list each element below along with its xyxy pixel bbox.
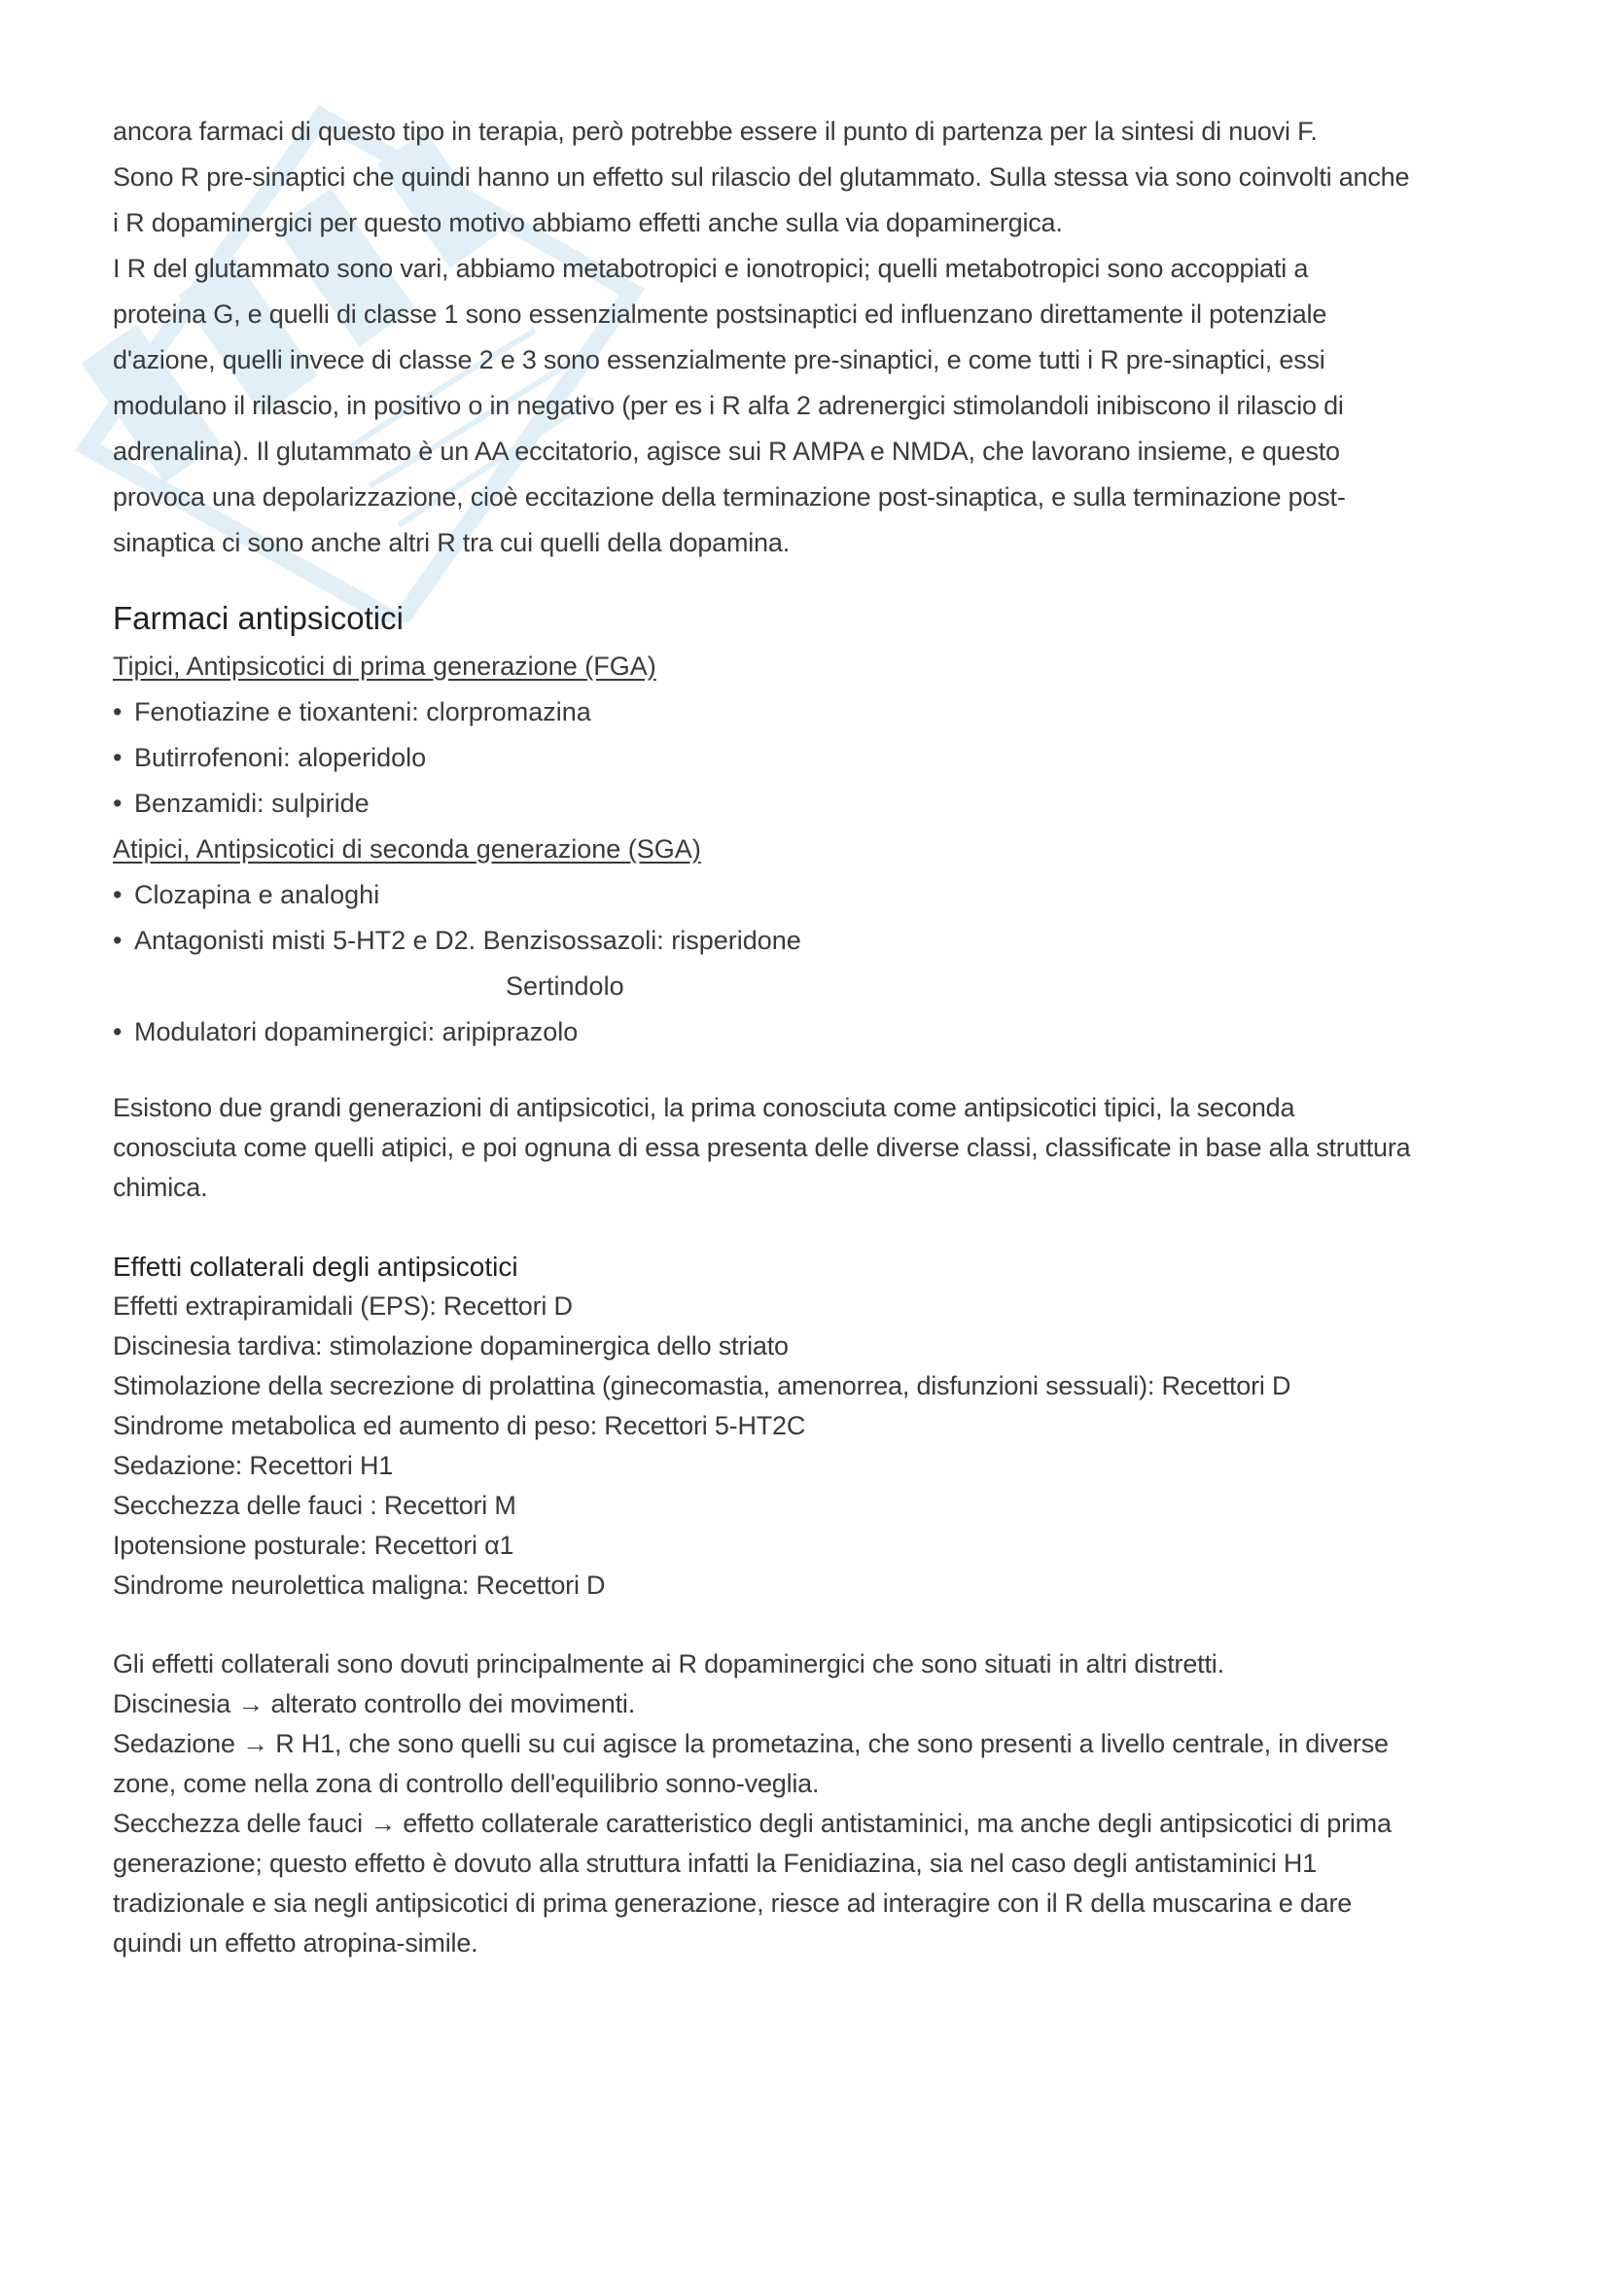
list-item xyxy=(113,872,1533,918)
side-effect-line: Sindrome neurolettica maligna: Recettori D xyxy=(113,1571,606,1600)
summary-paragraph xyxy=(113,1088,1533,1208)
side-effects-list xyxy=(113,1287,1533,1606)
list-item-text: Antagonisti misti 5-HT2 e D2. Benzisossazoli: risperidone xyxy=(134,926,801,955)
side-effect-line: Ipotensione posturale: Recettori α1 xyxy=(113,1531,514,1560)
atypical-heading: Atipici, Antipsicotici di seconda generazione (SGA) xyxy=(113,834,701,864)
explanation-line: generazione; questo effetto è dovuto alla struttura infatti la Fenidiazina, sia nel caso degli antistaminici H1 xyxy=(113,1849,1318,1878)
explanation-line: Secchezza delle fauci → effetto collaterale caratteristico degli antistaminici, ma anche degli antipsicotici di prima xyxy=(113,1809,1392,1838)
summary-line: Esistono due grandi generazioni di antipsicotici, la prima conosciuta come antipsicotici tipici, la seconda xyxy=(113,1093,1295,1122)
explanation-paragraph xyxy=(113,1644,1533,1963)
intro-paragraph xyxy=(113,109,1533,566)
list-item xyxy=(113,735,1533,781)
list-item xyxy=(113,1009,1533,1055)
typical-heading: Tipici, Antipsicotici di prima generazione (FGA) xyxy=(113,652,656,681)
list-item-text: Clozapina e analoghi xyxy=(134,880,380,909)
side-effect-line: Sindrome metabolica ed aumento di peso: Recettori 5-HT2C xyxy=(113,1411,806,1440)
intro-line: adrenalina). Il glutammato è un AA eccitatorio, agisce sui R AMPA e NMDA, che lavorano insieme, e questo xyxy=(113,437,1340,466)
intro-line: sinaptica ci sono anche altri R tra cui quelli della dopamina. xyxy=(113,528,790,557)
bullet-icon: • xyxy=(113,880,123,909)
bullet-icon: • xyxy=(113,926,123,955)
side-effect-line: Stimolazione della secrezione di prolattina (ginecomastia, amenorrea, disfunzioni sessuali): Recettori D xyxy=(113,1371,1291,1400)
intro-line: proteina G, e quelli di classe 1 sono essenzialmente postsinaptici ed influenzano direttamente il potenziale xyxy=(113,300,1327,329)
explanation-line: zone, come nella zona di controllo dell'equilibrio sonno-veglia. xyxy=(113,1769,820,1798)
side-effect-line: Sedazione: Recettori H1 xyxy=(113,1451,394,1480)
list-item xyxy=(113,689,1533,735)
intro-line: modulano il rilascio, in positivo o in negativo (per es i R alfa 2 adrenergici stimolandoli inibiscono il rilascio di xyxy=(113,391,1344,420)
bullet-icon: • xyxy=(113,789,123,818)
spacer xyxy=(113,1055,1533,1088)
list-item-text: Modulatori dopaminergici: aripiprazolo xyxy=(134,1017,579,1046)
explanation-line: quindi un effetto atropina-simile. xyxy=(113,1928,478,1958)
intro-line: d'azione, quelli invece di classe 2 e 3 sono essenzialmente pre-sinaptici, e come tutti i R pre-sinaptici, essi xyxy=(113,345,1325,374)
intro-line: I R del glutammato sono vari, abbiamo metabotropici e ionotropici; quelli metabotropici sono accoppiati a xyxy=(113,254,1309,283)
intro-line: ancora farmaci di questo tipo in terapia, però potrebbe essere il punto di partenza per la sintesi di nuovi F. xyxy=(113,117,1318,146)
explanation-line: Discinesia → alterato controllo dei movimenti. xyxy=(113,1689,636,1718)
spacer xyxy=(113,1208,1533,1247)
intro-line: Sono R pre-sinaptici che quindi hanno un effetto sul rilascio del glutammato. Sulla stessa via sono coinvolti anche xyxy=(113,162,1410,192)
list-item-text: Fenotiazine e tioxanteni: clorpromazina xyxy=(134,697,591,726)
spacer xyxy=(113,1606,1533,1644)
summary-line: conosciuta come quelli atipici, e poi ognuna di essa presenta delle diverse classi, classificate in base alla struttura xyxy=(113,1133,1411,1162)
list-item-text: Butirrofenoni: aloperidolo xyxy=(134,743,427,772)
explanation-line: Gli effetti collaterali sono dovuti principalmente ai R dopaminergici che sono situati in altri distretti. xyxy=(113,1649,1224,1678)
list-item-text: Benzamidi: sulpiride xyxy=(134,789,370,818)
bullet-icon: • xyxy=(113,743,123,772)
bullet-icon: • xyxy=(113,1017,123,1046)
section-title-side-effects: Effetti collaterali degli antipsicotici xyxy=(113,1252,518,1282)
summary-line: chimica. xyxy=(113,1173,208,1202)
explanation-line: tradizionale e sia negli antipsicotici di prima generazione, riesce ad interagire con il R della muscarina e dare xyxy=(113,1889,1353,1918)
document-content xyxy=(113,109,1533,1963)
side-effect-line: Effetti extrapiramidali (EPS): Recettori D xyxy=(113,1291,573,1321)
side-effect-line: Secchezza delle fauci : Recettori M xyxy=(113,1491,516,1520)
section-title-antipsychotics: Farmaci antipsicotici xyxy=(113,600,404,636)
intro-line: i R dopaminergici per questo motivo abbiamo effetti anche sulla via dopaminergica. xyxy=(113,208,1063,237)
explanation-line: Sedazione → R H1, che sono quelli su cui agisce la prometazina, che sono presenti a livello centrale, in diverse xyxy=(113,1729,1389,1758)
bullet-icon: • xyxy=(113,697,123,726)
list-item-continuation: Sertindolo xyxy=(506,971,624,1001)
list-item xyxy=(113,781,1533,827)
intro-line: provoca una depolarizzazione, cioè eccitazione della terminazione post-sinaptica, e sulla terminazione post- xyxy=(113,482,1346,512)
list-item xyxy=(113,918,1533,964)
side-effect-line: Discinesia tardiva: stimolazione dopaminergica dello striato xyxy=(113,1331,789,1360)
